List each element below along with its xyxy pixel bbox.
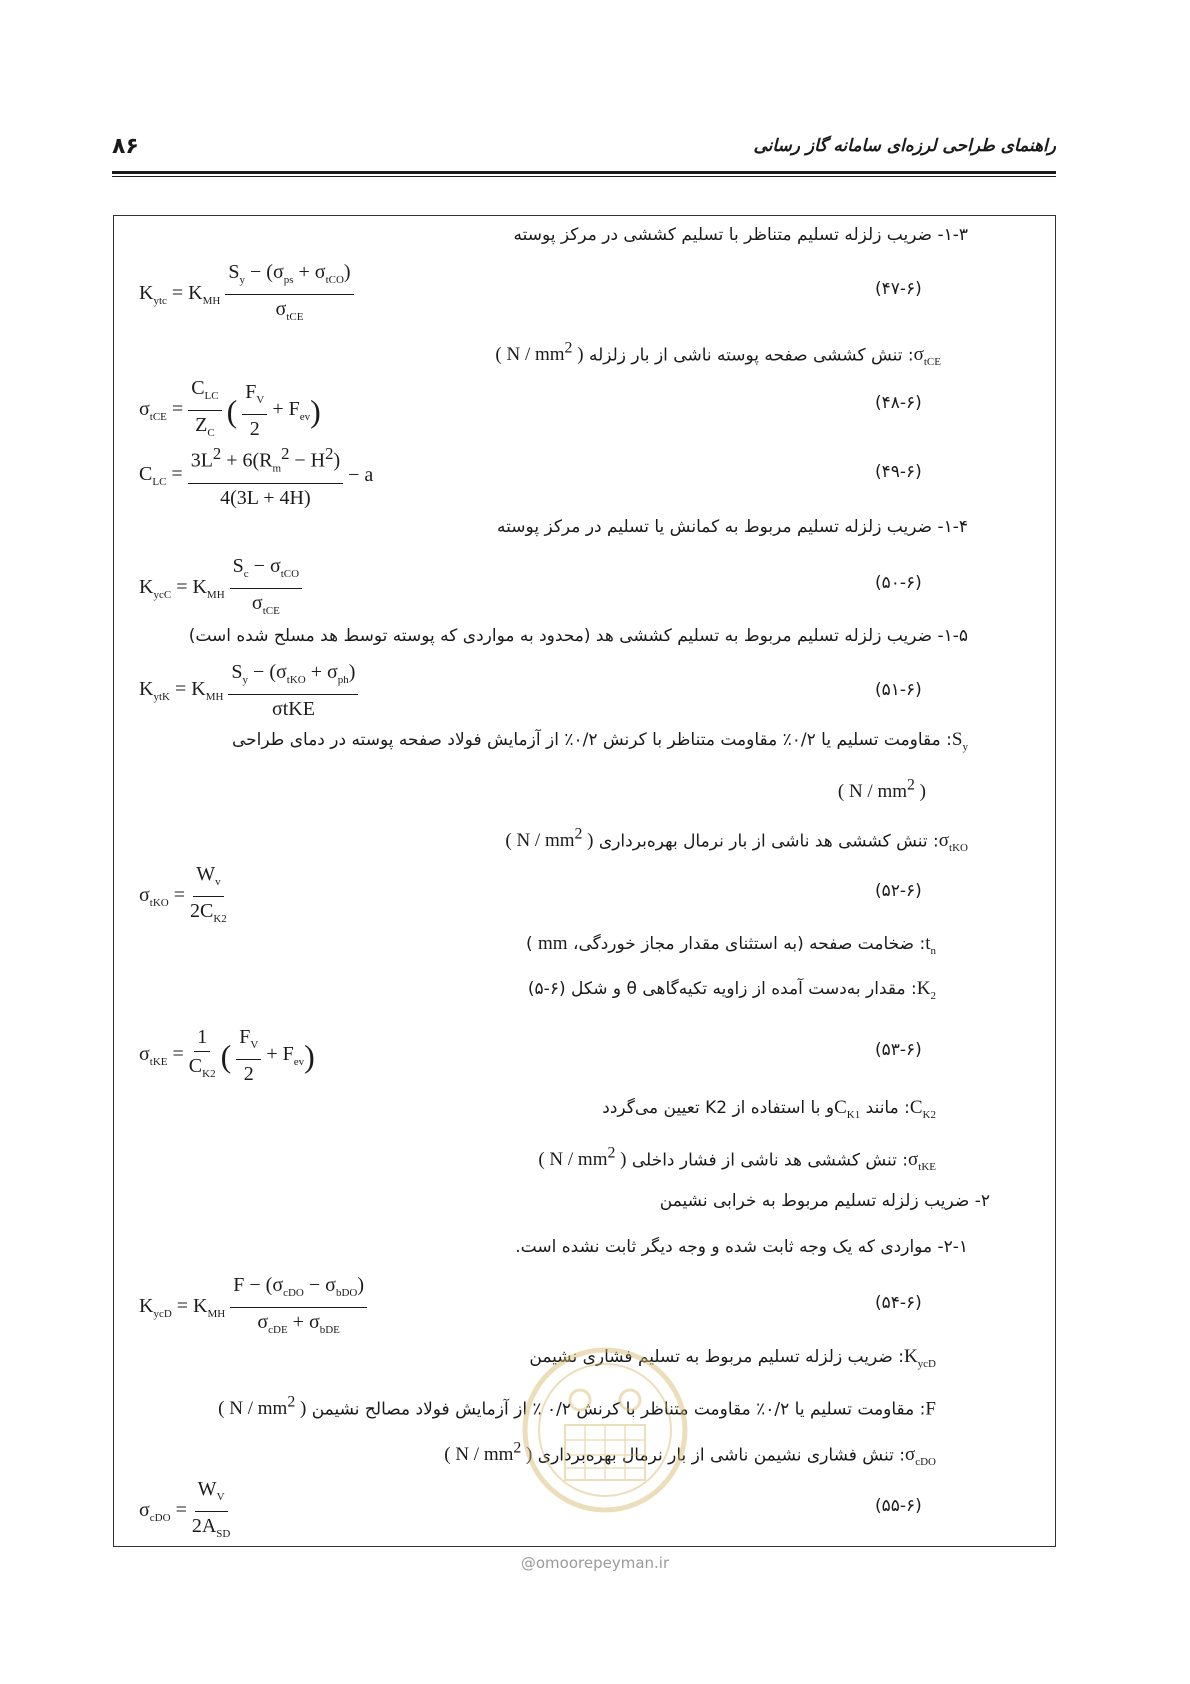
book-title: راهنمای طراحی لرزه‌ای سامانه گاز رسانی [753, 136, 1056, 156]
equation-number: (۵۰-۶) [875, 573, 922, 593]
definition-sigma-tCE: $\sigma_{tCE}$: تنش کششی صفحه پوسته ناشی از بار زلزله ( N / $mm^2$ ) [495, 340, 941, 369]
definition-Sy-unit: ( N / $mm^2$ ) [837, 777, 926, 803]
section-heading: ۱-۳- ضریب زلزله تسلیم متناظر با تسلیم کششی در مرکز پوسته [513, 225, 968, 245]
at-icon: @ [520, 1554, 536, 1572]
section-heading: ۱-۵- ضریب زلزله تسلیم مربوط به تسلیم کششی هد (محدود به مواردی که پوسته توسط هد مسلح شده است) [188, 626, 968, 646]
equation-55: $\sigma_{cDO}$ = $\frac{W_V}{2A_{SD}}$ [139, 1478, 231, 1540]
header-rule-thick [112, 171, 1056, 174]
section-heading: ۲-۱- مواردی که یک وجه ثابت شده و وجه دیگر ثابت نشده است. [515, 1237, 968, 1257]
equation-number: (۵۳-۶) [875, 1040, 922, 1060]
definition-Sy: $S_y$: مقاومت تسلیم یا ۰/۲٪ مقاومت متناظر با کرنش ۰/۲٪ از آزمایش فولاد صفحه پوسته در دمای طراحی [232, 729, 968, 753]
equation-52: $\sigma_{tKO}$ = $\frac{W_v}{2C_{K2}}$ [139, 863, 227, 925]
equation-49: $C_{LC}$ = $\frac{3L^2 + 6(R_m^2 - H^2)}{4(3L + 4H)}$ − a [139, 444, 374, 509]
equation-53: $\sigma_{tKE}$ = $\frac{1}{C_{K2}}$ ( $\frac{F_V}{2}$ + $F_{ev}$ ) [139, 1026, 315, 1085]
definition-KycD: $K_{ycD}$: ضریب زلزله تسلیم مربوط به تسلیم فشاری نشیمن [529, 1346, 936, 1370]
definition-F: F: مقاومت تسلیم یا ۰/۲٪ مقاومت متناظر با کرنش ۰/۲ ٪ از آزمایش فولاد مصالح نشیمن ( N / $mm^2$ ) [218, 1394, 936, 1420]
watermark-seal-icon [520, 1330, 690, 1530]
definition-sigma-tKE: $\sigma_{tKE}$: تنش کششی هد ناشی از فشار داخلی ( N / $mm^2$ ) [538, 1145, 936, 1174]
footer-site: @omoorepeyman.ir [520, 1554, 670, 1572]
equation-number: (۵۵-۶) [875, 1496, 922, 1516]
equation-number: (۴۸-۶) [875, 393, 922, 413]
equation-54: $K_{ycD} = K_{MH}$ $\frac{F - (\sigma_{cDO} - \sigma_{bDO})}{\sigma_{cDE} + \sigma_{bDE}}$ [139, 1273, 372, 1342]
equation-51: $K_{ytK} = K_{MH}$ $\frac{S_y - (\sigma_{tKO} + \sigma_{ph})}{\text{σtKE}}$ [139, 660, 363, 721]
section-heading: ۱-۴- ضریب زلزله تسلیم مربوط به کمانش یا تسلیم در مرکز پوسته [497, 517, 968, 537]
equation-50: $K_{ycC} = K_{MH}$ $\frac{S_c - \sigma_{tCO}}{\sigma_{tCE}}$ [139, 554, 307, 623]
page-number: ۸۶ [112, 133, 139, 159]
equation-47: $K_{ytc} = K_{MH}$ $\frac{S_y - (\sigma_{ps} + \sigma_{tCO})}{\sigma_{tCE}}$ [139, 260, 359, 329]
definition-sigma-cDO: $\sigma_{cDO}$: تنش فشاری نشیمن ناشی از بار نرمال بهره‌برداری ( N / $mm^2$ ) [444, 1440, 936, 1469]
page-header [112, 128, 1056, 164]
equation-number: (۴۷-۶) [875, 279, 922, 299]
definition-K2: $K_2$: مقدار به‌دست آمده از زاویه تکیه‌گاهی θ و شکل (۶-۵) [527, 978, 936, 1002]
definition-tn: $t_n$: ضخامت صفحه (به استثنای مقدار مجاز خوردگی، mm ) [525, 933, 936, 957]
equation-number: (۵۱-۶) [875, 680, 922, 700]
definition-CK2: $C_{K2}$: مانند $C_{K1}و$ با استفاده از K2 تعیین می‌گردد [602, 1097, 936, 1121]
equation-number: (۵۴-۶) [875, 1293, 922, 1313]
equation-48: $\sigma_{tCE}$ = $\frac{C_{LC}}{Z_C}$ ( $\frac{F_V}{2}$ + $F_{ev}$ ) [139, 377, 321, 440]
equation-number: (۵۲-۶) [875, 881, 922, 901]
definition-sigma-tKO: $\sigma_{tKO}$: تنش کششی هد ناشی از بار نرمال بهره‌برداری ( N / $mm^2$ ) [505, 826, 968, 855]
equation-number: (۴۹-۶) [875, 462, 922, 482]
header-rule-thin [112, 176, 1056, 177]
section-heading: ۲- ضریب زلزله تسلیم مربوط به خرابی نشیمن [659, 1191, 990, 1211]
